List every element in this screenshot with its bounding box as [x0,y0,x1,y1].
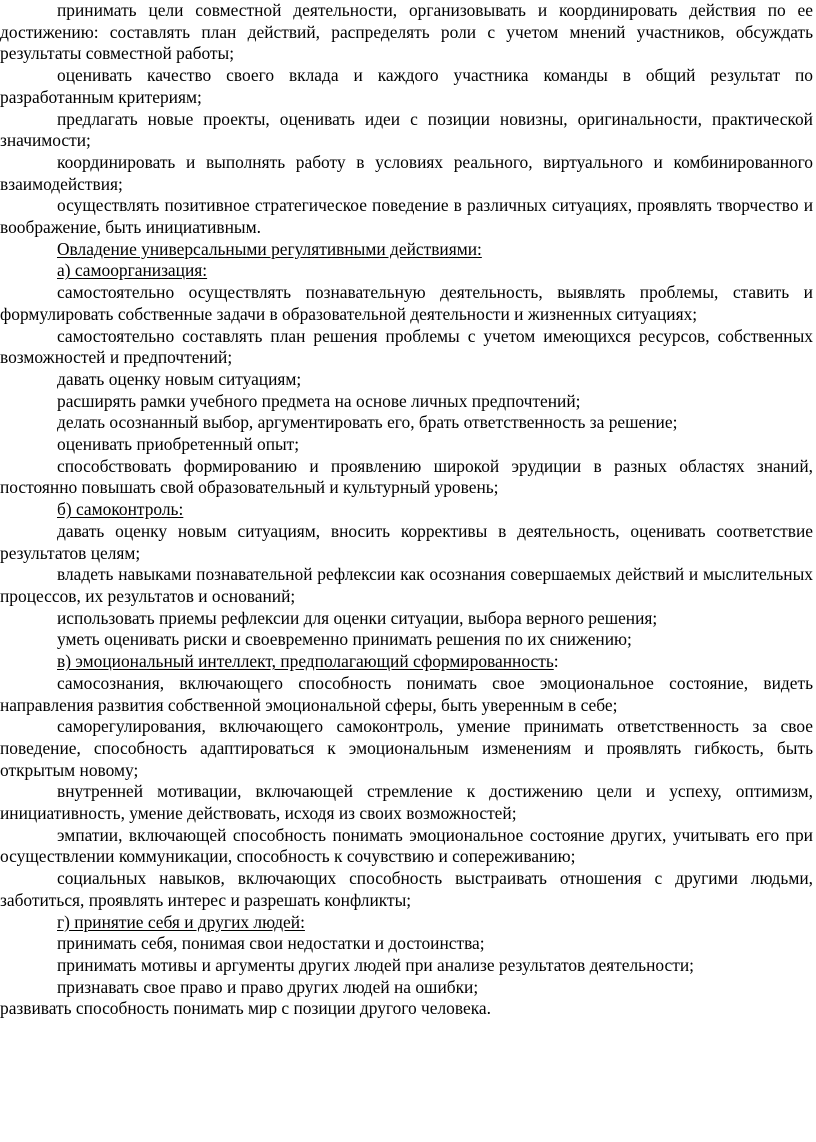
paragraph: уметь оценивать риски и своевременно принимать решения по их снижению; [57,629,632,650]
subsection-heading-text: а) самоорганизация: [57,260,208,281]
paragraph: осуществлять позитивное стратегическое поведение в различных ситуациях, проявлять творчество и воображение, быть инициативным. [0,195,813,238]
paragraph: давать оценку новым ситуациям; [57,368,302,389]
paragraph: развивать способность понимать мир с позиции другого человека. [0,998,491,1019]
paragraph: самостоятельно составлять план решения проблемы с учетом имеющихся ресурсов, собственных возможностей и предпочтений; [0,325,813,368]
paragraph: координировать и выполнять работу в условиях реального, виртуального и комбинированного взаимодействия; [0,151,813,194]
paragraph: самосознания, включающего способность понимать свое эмоциональное состояние, видеть направления развития собственной эмоциональной сферы, быть уверенным в себе; [0,672,813,715]
subsection-heading-text: в) эмоциональный интеллект, предполагающий сформированность [57,651,554,672]
paragraph: внутренней мотивации, включающей стремление к достижению цели и успеху, оптимизм, инициативность, умение действовать, исходя из своих возможностей; [0,781,813,824]
paragraph: оценивать приобретенный опыт; [57,434,300,455]
paragraph: саморегулирования, включающего самоконтроль, умение принимать ответственность за свое поведение, способность адаптироваться к эмоциональным изменениям и проявлять гибкость, быть открытым новому; [0,716,813,780]
section-heading-text: Овладение универсальными регулятивными действиями: [57,238,482,259]
subsection-heading-text: г) принятие себя и других людей: [57,911,305,932]
subsection-heading [0,651,813,673]
paragraph: эмпатии, включающей способность понимать эмоциональное состояние других, учитывать его при осуществлении коммуникации, способность к сочувствию и сопереживанию; [0,824,813,867]
paragraph: использовать приемы рефлексии для оценки ситуации, выбора верного решения; [57,607,658,628]
paragraph: расширять рамки учебного предмета на основе личных предпочтений; [57,390,581,411]
subsection-heading-text: б) самоконтроль: [57,499,184,520]
paragraph: предлагать новые проекты, оценивать идеи с позиции новизны, оригинальности, практической значимости; [0,108,813,151]
paragraph: принимать мотивы и аргументы других людей при анализе результатов деятельности; [57,954,694,975]
paragraph: способствовать формированию и проявлению широкой эрудиции в разных областях знаний, постоянно повышать свой образовательный и культурный уровень; [0,455,813,498]
paragraph: принимать цели совместной деятельности, организовывать и координировать действия по ее достижению: составлять план действий, распределять роли с учетом мнений участников, обсуждать результаты совместной работы; [0,0,813,64]
subsection-heading [0,912,813,934]
paragraph: давать оценку новым ситуациям, вносить коррективы в деятельность, оценивать соответствие результатов целям; [0,520,813,563]
paragraph: самостоятельно осуществлять познавательную деятельность, выявлять проблемы, ставить и формулировать собственные задачи в образовательной деятельности и жизненных ситуациях; [0,282,813,324]
heading-suffix: : [553,651,559,672]
paragraph: делать осознанный выбор, аргументировать его, брать ответственность за решение; [57,412,678,433]
paragraph: социальных навыков, включающих способность выстраивать отношения с другими людьми, заботиться, проявлять интерес и разрешать конфликты; [0,868,813,910]
section-heading [0,239,813,261]
paragraph: владеть навыками познавательной рефлексии как осознания совершаемых действий и мыслительных процессов, их результатов и оснований; [0,564,813,606]
paragraph: признавать свое право и право других людей на ошибки; [57,976,479,997]
paragraph: принимать себя, понимая свои недостатки и достоинства; [57,933,485,954]
subsection-heading [0,499,813,521]
paragraph: оценивать качество своего вклада и каждого участника команды в общий результат по разработанным критериям; [0,65,813,107]
subsection-heading [0,260,813,282]
